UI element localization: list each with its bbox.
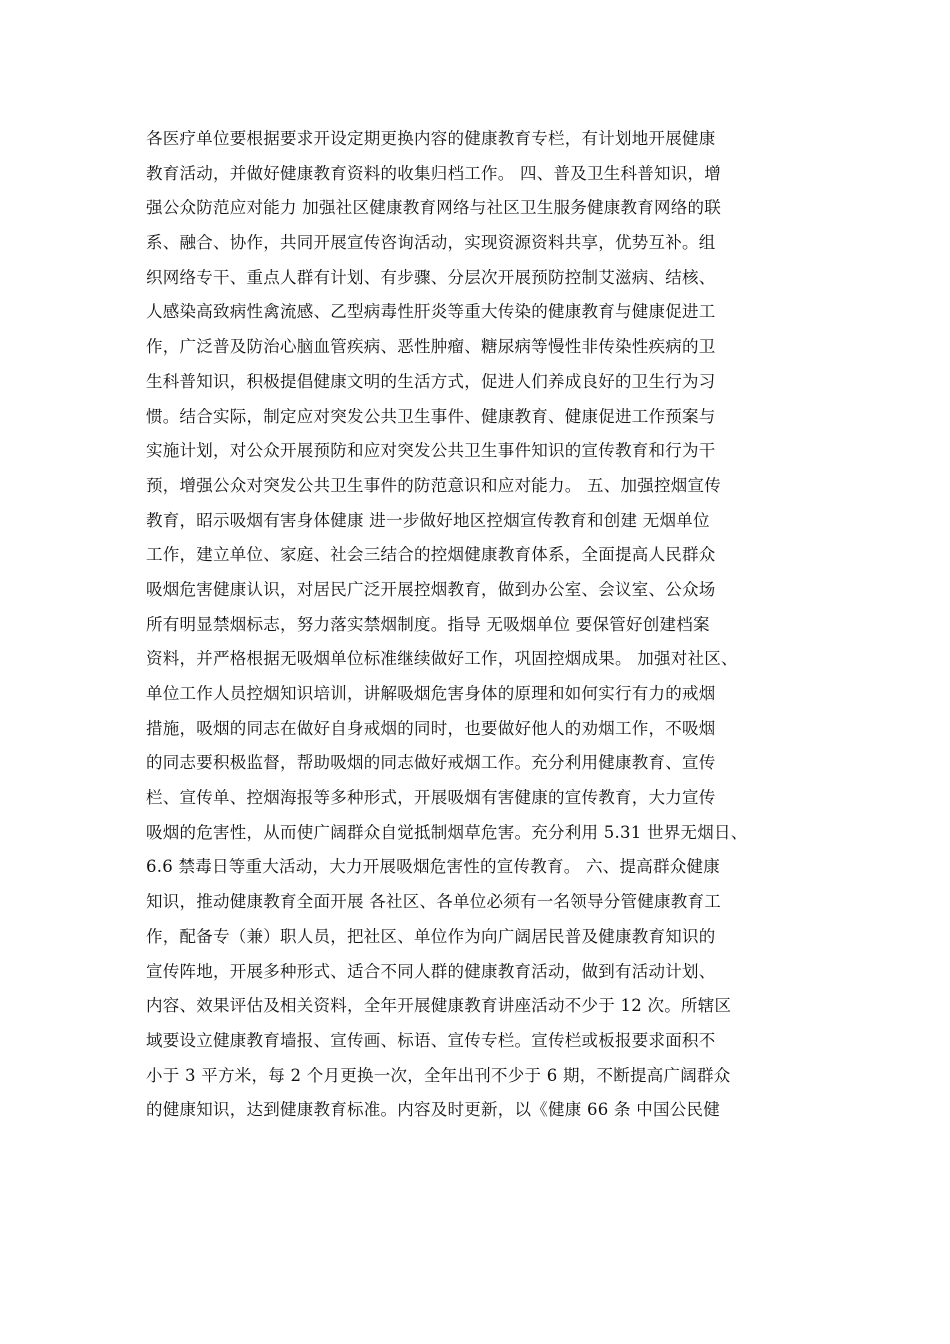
text-line: 6.6 禁毒日等重大活动，大力开展吸烟危害性的宣传教育。 六、提高群众健康 [146,857,720,877]
text-line: 惯。结合实际，制定应对突发公共卫生事件、健康教育、健康促进工作预案与 [146,406,716,426]
text-line: 知识，推动健康教育全面开展 各社区、各单位必须有一名领导分管健康教育工 [146,892,721,912]
text-line: 吸烟危害健康认识，对居民广泛开展控烟教育，做到办公室、会议室、公众场 [146,579,716,599]
text-line: 织网络专干、重点人群有计划、有步骤、分层次开展预防控制艾滋病、结核、 [146,267,716,287]
text-line: 所有明显禁烟标志，努力落实禁烟制度。指导 无吸烟单位 要保管好创建档案 [146,614,710,634]
text-line: 措施，吸烟的同志在做好自身戒烟的同时，也要做好他人的劝烟工作，不吸烟 [146,718,716,738]
text-line: 生科普知识，积极提倡健康文明的生活方式，促进人们养成良好的卫生行为习 [146,371,716,391]
text-line: 作，广泛普及防治心脑血管疾病、恶性肿瘤、糖尿病等慢性非传染性疾病的卫 [146,337,716,357]
text-line: 教育活动，并做好健康教育资料的收集归档工作。 四、普及卫生科普知识，增 [146,163,721,183]
text-line: 各医疗单位要根据要求开设定期更换内容的健康教育专栏，有计划地开展健康 [146,129,716,148]
text-line: 小于 3 平方米，每 2 个月更换一次，全年出刊不少于 6 期，不断提高广阔群众 [146,1065,731,1085]
text-line: 域要设立健康教育墙报、宣传画、标语、宣传专栏。宣传栏或板报要求面积不 [146,1030,716,1050]
text-line: 工作，建立单位、家庭、社会三结合的控烟健康教育体系，全面提高人民群众 [146,545,716,565]
text-line: 吸烟的危害性，从而使广阔群众自觉抵制烟草危害。充分利用 5.31 世界无烟日、 [146,822,748,842]
text-line: 栏、宣传单、控烟海报等多种形式，开展吸烟有害健康的宣传教育，大力宣传 [146,788,716,808]
text-line: 系、融合、协作，共同开展宣传咨询活动，实现资源资料共享，优势互补。组 [146,233,716,253]
body-text [146,122,826,1128]
text-line: 教育，昭示吸烟有害身体健康 进一步做好地区控烟宣传教育和创建 无烟单位 [146,510,710,530]
text-line: 作，配备专（兼）职人员，把社区、单位作为向广阔居民普及健康教育知识的 [146,926,716,946]
text-line: 的健康知识，达到健康教育标准。内容及时更新，以《健康 66 条 中国公民健 [146,1100,720,1120]
text-line: 实施计划，对公众开展预防和应对突发公共卫生事件知识的宣传教育和行为干 [146,441,716,461]
text-line: 强公众防范应对能力 加强社区健康教育网络与社区卫生服务健康教育网络的联 [146,198,721,218]
text-line: 宣传阵地，开展多种形式、适合不同人群的健康教育活动，做到有活动计划、 [146,961,716,981]
text-line: 预，增强公众对突发公共卫生事件的防范意识和应对能力。 五、加强控烟宣传 [146,475,721,495]
text-line: 的同志要积极监督，帮助吸烟的同志做好戒烟工作。充分利用健康教育、宣传 [146,753,716,773]
text-line: 资料，并严格根据无吸烟单位标准继续做好工作，巩固控烟成果。 加强对社区、 [146,649,738,669]
text-line: 单位工作人员控烟知识培训，讲解吸烟危害身体的原理和如何实行有力的戒烟 [146,684,716,703]
text-line: 内容、效果评估及相关资料，全年开展健康教育讲座活动不少于 12 次。所辖区 [146,996,732,1016]
text-line: 人感染高致病性禽流感、乙型病毒性肝炎等重大传染的健康教育与健康促进工 [146,302,716,322]
